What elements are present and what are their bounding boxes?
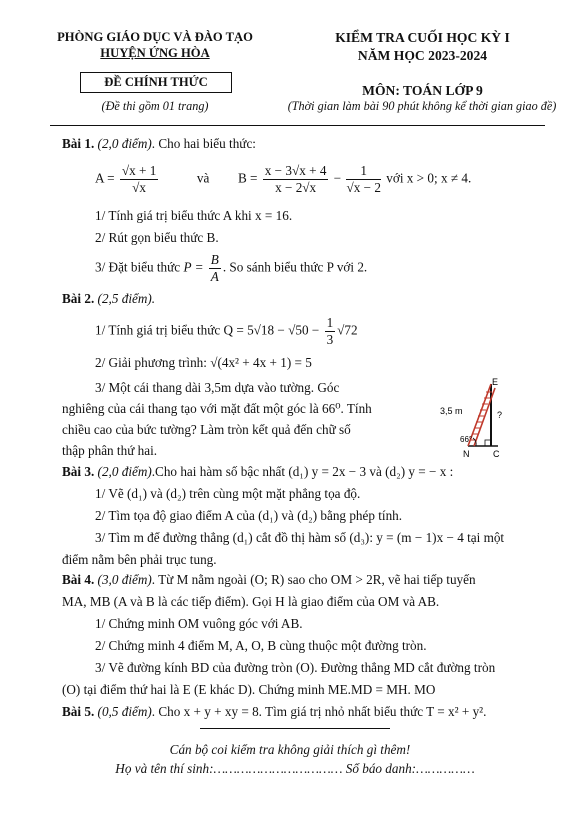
bai1-q1: 1/ Tính giá trị biểu thức A khi x = 16.	[95, 208, 293, 223]
bai4-q3-line1: 3/ Vẽ đường kính BD của đường tròn (O). Đường thẳng MD cắt đường tròn	[95, 660, 496, 675]
bai2-q3-line3: chiều cao của bức tường? Làm tròn kết quả đến chữ số	[62, 422, 351, 437]
bai2-q3-line2: nghiêng của cái thang tạo với mặt đất một góc là 66⁰. Tính	[62, 401, 372, 416]
fig-label-length: 3,5 m	[440, 406, 463, 416]
bai1-q3: 3/ Đặt biểu thức P = $\frac{B}{A}$ . So sánh biểu thức P với 2.	[95, 252, 368, 284]
exam-title-2: NĂM HỌC 2023-2024	[357, 48, 488, 63]
exam-title-1: KIỂM TRA CUỐI HỌC KỲ I	[335, 30, 510, 45]
footer-divider	[200, 728, 390, 729]
pages-note: (Đề thi gồm 01 trang)	[101, 99, 209, 113]
official-label: ĐỀ CHÍNH THỨC	[80, 72, 232, 93]
bai2-q3-line1: 3/ Một cái thang dài 3,5m dựa vào tường. Góc	[95, 380, 340, 395]
bai5: Bài 5. (0,5 điểm). Cho x + y + xy = 8. Tìm giá trị nhỏ nhất biểu thức T = x² + y².	[62, 704, 487, 719]
bai2-q3-line4: thập phân thứ hai.	[62, 443, 158, 458]
department-line1: PHÒNG GIÁO DỤC VÀ ĐÀO TẠO	[57, 30, 253, 44]
bai3-heading: Bài 3. (2,0 điểm).Cho hai hàm số bậc nhất (d₁) y = 2x − 3 và (d₂) y = − x :	[62, 464, 454, 479]
fig-label-unknown: ?	[497, 410, 503, 420]
fig-label-N: N	[463, 449, 470, 459]
bai3-q2: 2/ Tìm tọa độ giao điểm A của (d₁) và (d₂) bằng phép tính.	[95, 508, 403, 523]
bai3-q3-line1: 3/ Tìm m để đường thẳng (d₁) cắt đồ thị hàm số (d₃): y = (m − 1)x − 4 tại một	[95, 530, 505, 545]
footer-note: Cán bộ coi kiểm tra không giải thích gì thêm!	[169, 742, 411, 757]
candidate-info-line: Họ và tên thí sinh:…………………………… Số báo danh:……………	[115, 761, 475, 776]
bai1-expressions: A = $\frac{√x + 1}{√x}$ và B = $\frac{x - 3√x + 4}{x - 2√x}$ − $\frac{1}{√x - 2}$ với x > 0; x ≠ 4.	[95, 163, 472, 195]
bai4-q3-line2: (O) tại điểm thứ hai là E (E khác D). Chứng minh ME.MD = MH. MO	[62, 682, 436, 697]
fig-label-C: C	[493, 449, 500, 459]
time-note: (Thời gian làm bài 90 phút không kể thời gian giao đề)	[287, 99, 557, 113]
bai2-q1: 1/ Tính giá trị biểu thức Q = 5√18 − √50 − $\frac{1}{3}$ √72	[95, 315, 358, 347]
bai4-heading: Bài 4. (3,0 điểm). Từ M nằm ngoài (O; R) sao cho OM > 2R, vẽ hai tiếp tuyến	[62, 572, 476, 587]
bai3-q1: 1/ Vẽ (d₁) và (d₂) trên cùng một mặt phẳng tọa độ.	[95, 486, 361, 501]
bai3-q3-line2: điểm nằm bên phải trục tung.	[62, 552, 217, 567]
bai4-q2: 2/ Chứng minh 4 điểm M, A, O, B cùng thuộc một đường tròn.	[95, 638, 427, 653]
subject: MÔN: TOÁN LỚP 9	[362, 83, 483, 98]
header-divider	[50, 125, 545, 126]
bai2-heading: Bài 2. (2,5 điểm).	[62, 291, 156, 306]
ladder-figure	[438, 376, 528, 460]
bai1-heading: Bài 1. (2,0 điểm). Cho hai biểu thức:	[62, 136, 256, 151]
bai1-q2: 2/ Rút gọn biểu thức B.	[95, 230, 219, 245]
bai2-q2: 2/ Giải phương trình: √(4x² + 4x + 1) = 5	[95, 355, 312, 370]
department-line2: HUYỆN ỨNG HÒA	[100, 46, 210, 60]
bai4-intro-line2: MA, MB (A và B là các tiếp điểm). Gọi H là giao điểm của OM và AB.	[62, 594, 440, 609]
fig-label-E: E	[492, 377, 499, 387]
bai4-q1: 1/ Chứng minh OM vuông góc với AB.	[95, 616, 303, 631]
fig-label-angle: 66°	[460, 435, 473, 444]
